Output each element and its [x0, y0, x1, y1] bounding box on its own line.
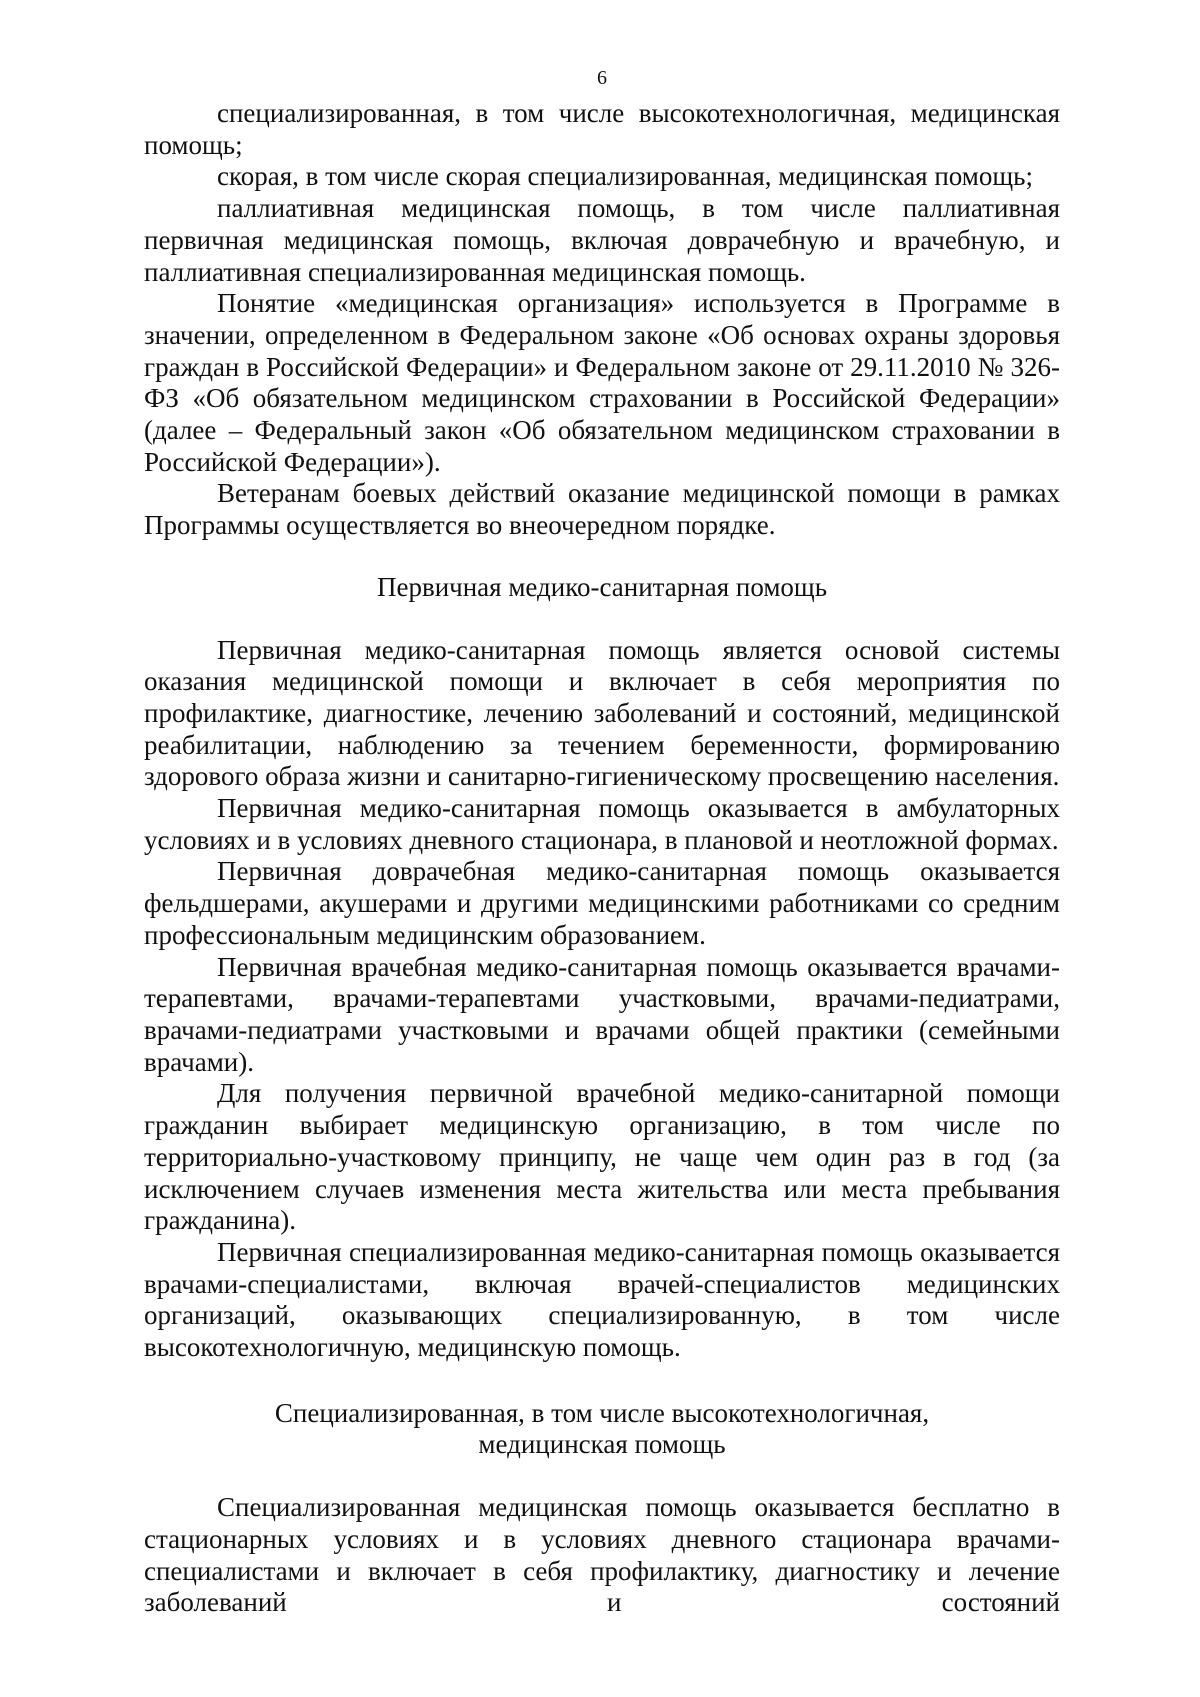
paragraph-veterans-priority: Ветеранам боевых действий оказание медицинской помощи в рамках Программы осуществляется во внеочередном порядке. — [144, 478, 1060, 541]
paragraph-physician-care: Первичная врачебная медико-санитарная помощь оказывается врачами-терапевтами, врачами-терапевтами участковыми, врачами-педиатрами, врачами-педиатрами участковыми и врачами общей практики (семейными врачами). — [144, 951, 1060, 1077]
section-heading-specialized-care-line2: медицинская помощь — [478, 1429, 726, 1460]
paragraph-palliative-care-item: паллиативная медицинская помощь, в том числе паллиативная первичная медицинская помощь, включая доврачебную и врачебную, и паллиативная специализированная медицинская помощь. — [144, 193, 1060, 287]
section-heading-primary-care — [144, 572, 1060, 604]
paragraph-primary-specialized-care: Первичная специализированная медико-санитарная помощь оказывается врачами-специалистами, включая врачей-специалистов медицинских организаций, оказывающих специализированную, в том числе высокотехнологичную, медицинскую помощь. — [144, 1236, 1060, 1363]
document-page — [144, 66, 1060, 1619]
specialized-care-section — [144, 1492, 1060, 1619]
section-heading-specialized-care-line1: Специализированная, в том числе высокотехнологичная, — [274, 1397, 930, 1428]
primary-care-section — [144, 635, 1060, 1364]
paragraph-medical-organization-definition: Понятие «медицинская организация» используется в Программе в значении, определенном в Федеральном законе «Об основах охраны здоровья граждан в Российской Федерации» и Федеральном законе от 29.11.2010 № 326-ФЗ «Об обязательном медицинском страховании в Российской Федерации» (далее – Федеральный закон «Об обязательном медицинском страховании в Российской Федерации»). — [144, 288, 1060, 477]
paragraph-organization-choice: Для получения первичной врачебной медико-санитарной помощи гражданин выбирает медицинскую организацию, в том числе по территориально-участковому принципу, не чаще чем один раз в год (за исключением случаев изменения места жительства или места пребывания гражданина). — [144, 1078, 1060, 1236]
paragraph-specialized-care-item: специализированная, в том числе высокотехнологичная, медицинская помощь; — [144, 98, 1060, 160]
page-number: 6 — [597, 67, 607, 89]
paragraph-primary-care-conditions: Первичная медико-санитарная помощь оказывается в амбулаторных условиях и в условиях дневного стационара, в плановой и неотложной формах. — [144, 793, 1060, 855]
paragraph-primary-care-basis: Первичная медико-санитарная помощь является основой системы оказания медицинской помощи и включает в себя мероприятия по профилактике, диагностике, лечению заболеваний и состояний, медицинской реабилитации, наблюдению за течением беременности, формированию здорового образа жизни и санитарно-гигиеническому просвещению населения. — [144, 634, 1060, 792]
paragraph-emergency-care-item: скорая, в том числе скорая специализированная, медицинская помощь; — [217, 161, 1033, 192]
paragraph-specialized-care-provision: Специализированная медицинская помощь оказывается бесплатно в стационарных условиях и в условиях дневного стационара врачами-специалистами и включает в себя профилактику, диагностику и лечение заболеваний и состояний — [144, 1492, 1060, 1618]
intro-section — [144, 98, 1060, 542]
paragraph-prephysician-care: Первичная доврачебная медико-санитарная помощь оказывается фельдшерами, акушерами и другими медицинскими работниками со средним профессиональным медицинским образованием. — [144, 856, 1060, 950]
section-heading-specialized-care — [144, 1398, 1060, 1461]
section-heading-primary-care-text: Первичная медико-санитарная помощь — [376, 571, 828, 602]
